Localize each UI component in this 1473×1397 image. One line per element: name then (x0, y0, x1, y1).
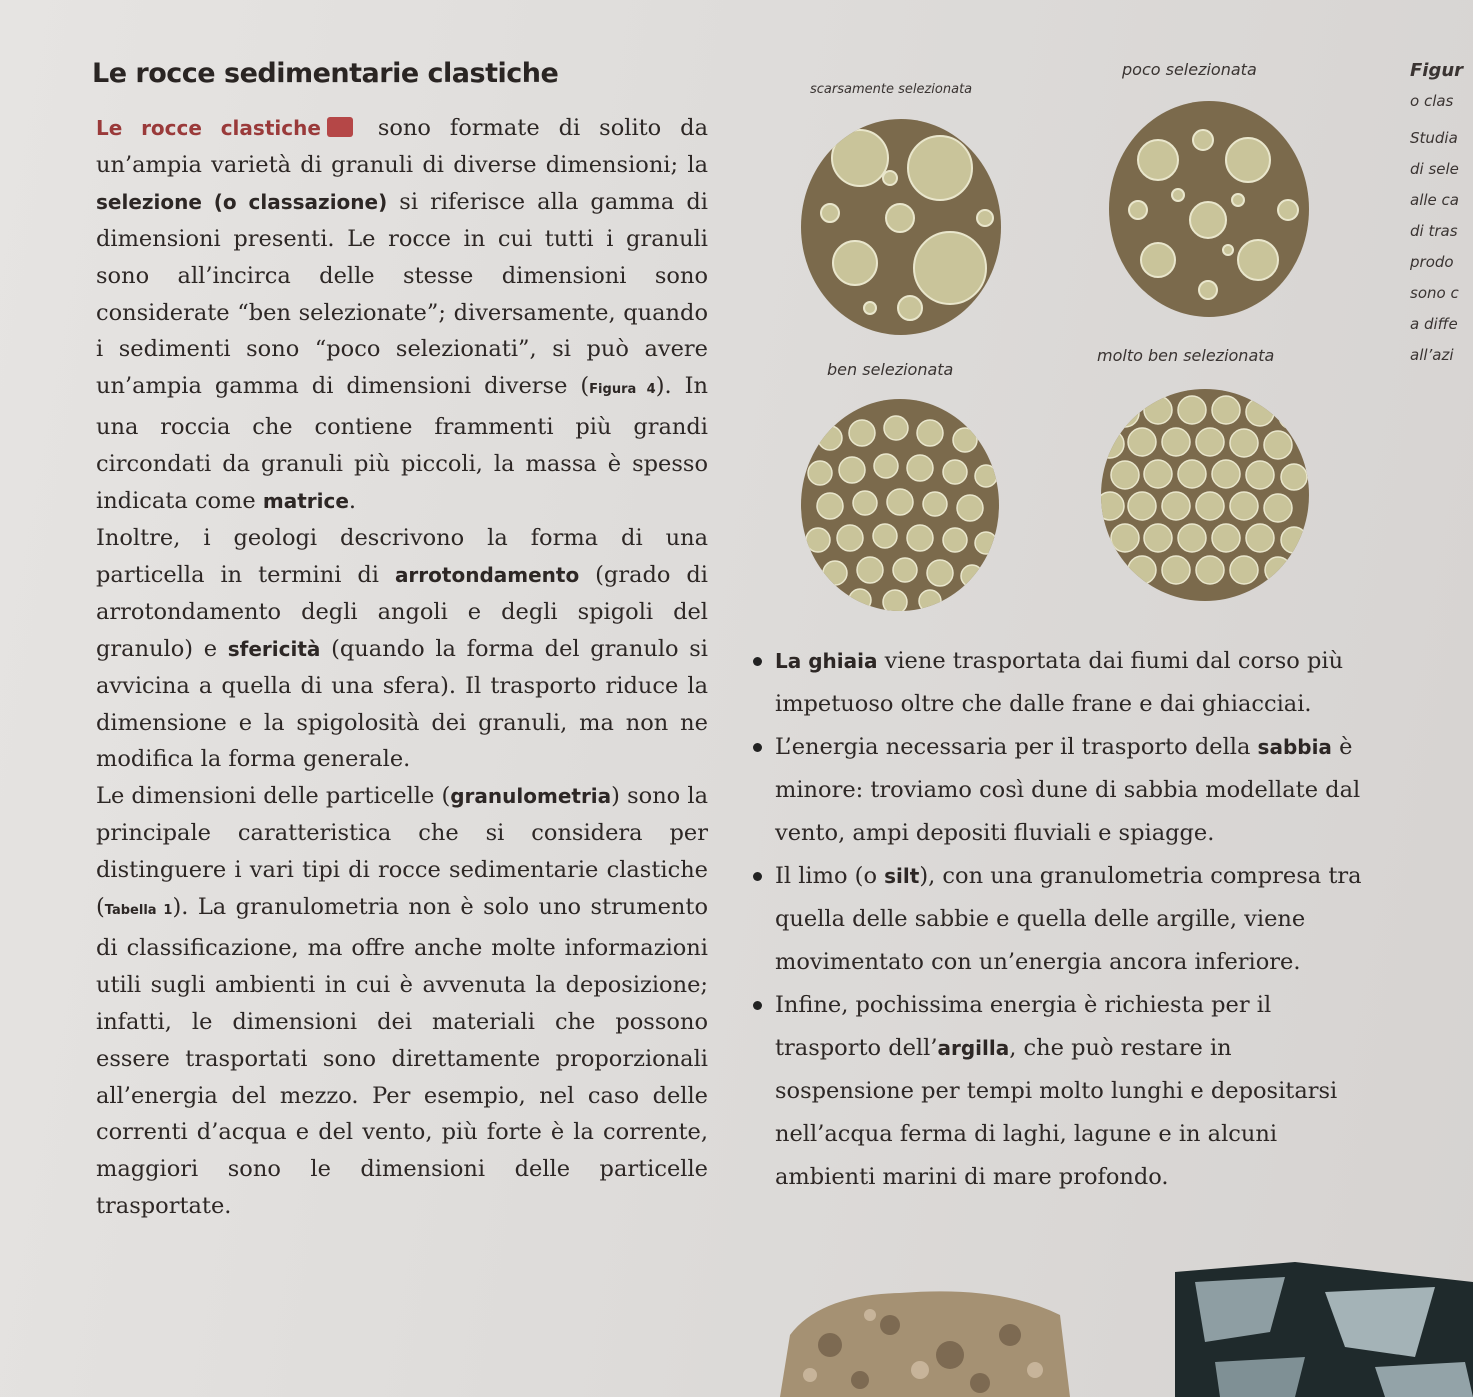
paragraph-shape: Inoltre, i geologi descrivono la forma di una particella in termini di arrotondamento (grado di arrotondamento degli angoli e degli spigoli del granulo) e sfericità (quando la forma del granulo si avvicina a quella di una sfera). Il trasporto riduce la dimensione e la spigolosità dei granuli, ma non ne modifica la forma generale. (96, 524, 708, 773)
conglomerate-photo (780, 1275, 1070, 1397)
section-title: Le rocce sedimentarie clastiche (92, 58, 559, 89)
label-molto-ben-selezionata: molto ben selezionata (1097, 346, 1275, 365)
side-caption-line: prodo (1410, 253, 1454, 271)
side-caption (1410, 55, 1473, 371)
table-reference[interactable]: Tabella 1 (104, 903, 173, 919)
label-scarsamente-selezionata: scarsamente selezionata (810, 82, 973, 97)
term-granulometria: granulometria (450, 784, 612, 809)
grains-ben-selezionata (800, 398, 1000, 613)
side-caption-line: di sele (1410, 160, 1459, 178)
list-item: Il limo (o silt), con una granulometria compresa tra quella delle sabbie e quella delle argille, viene movimentato con un’energia ancora inferiore. (745, 855, 1370, 984)
list-item: La ghiaia viene trasportata dai fiumi dal corso più impetuoso oltre che dalle frane e dai ghiacciai. (745, 640, 1370, 726)
list-item: Infine, pochissima energia è richiesta per il trasporto dell’argilla, che può restare in sospensione per tempi molto lunghi e depositarsi nell’acqua ferma di laghi, lagune e in alcuni ambienti marini di mare profondo. (745, 984, 1370, 1199)
side-caption-line: Studia (1410, 129, 1458, 147)
term-rocce-clastiche: Le rocce clastiche (96, 116, 321, 140)
side-caption-line: sono c (1410, 284, 1459, 302)
side-caption-line: o clas (1410, 92, 1454, 110)
term-selezione: selezione (o classazione) (96, 189, 388, 214)
label-poco-selezionata: poco selezionata (1122, 60, 1257, 79)
side-caption-line: alle ca (1410, 191, 1459, 209)
term-matrice: matrice (262, 489, 349, 514)
label-ben-selezionata: ben selezionata (827, 360, 954, 379)
side-caption-line: all’azi (1410, 346, 1454, 364)
grains-scarsamente-selezionata (800, 118, 1002, 336)
bullet-icon (753, 657, 762, 666)
side-caption-title: Figur (1410, 60, 1464, 81)
term-arrotondamento: arrotondamento (394, 562, 580, 587)
bullet-icon (753, 872, 762, 881)
paragraph-selection: Le rocce clastiche sono formate di solito da un’ampia varietà di granuli di diverse dimensioni; la selezione (o classazione) si riferisce alla gamma di dimensioni presenti. Le rocce in cui tutti i granuli sono all’incirca delle stesse dimensioni sono considerate “ben selezionate”; diversamente, quando i sedimenti sono “poco selezionati”, si può avere un’ampia gamma di dimensioni diverse (Figura 4). In una roccia che contiene frammenti più grandi circondati da granuli più piccoli, la massa è spesso indicata come matrice. (96, 115, 709, 515)
sediment-transport-list (745, 640, 1370, 1199)
bullet-icon (753, 1001, 762, 1010)
list-item: L’energia necessaria per il trasporto della sabbia è minore: troviamo così dune di sabbia modellate dal vento, ampi depositi fluviali e spiagge. (745, 726, 1370, 855)
grains-molto-ben-selezionata (1100, 388, 1310, 603)
term-sfericita: sfericità (227, 636, 321, 661)
bullet-icon (753, 743, 762, 752)
book-icon[interactable] (327, 117, 353, 137)
paragraph-granulometry: Le dimensioni delle particelle (granulometria) sono la principale caratteristica che si considera per distinguere i vari tipi di rocce sedimentarie clastiche (Tabella 1). La granulometria non è solo uno strumento di classificazione, ma offre anche molte informazioni utili sugli ambienti in cui è avvenuta la deposizione; infatti, le dimensioni dei materiali che possono essere trasportati sono direttamente proporzionali all’energia del mezzo. Per esempio, nel caso delle correnti d’acqua e del vento, più forte è la corrente, maggiori sono le dimensioni delle particelle trasportate. (96, 783, 709, 1220)
figure-reference[interactable]: Figura 4 (589, 382, 656, 398)
side-caption-line: di tras (1410, 222, 1458, 240)
body-text (96, 110, 708, 1225)
breccia-photo (1175, 1262, 1473, 1397)
grains-poco-selezionata (1108, 100, 1310, 318)
side-caption-line: a diffe (1410, 315, 1458, 333)
